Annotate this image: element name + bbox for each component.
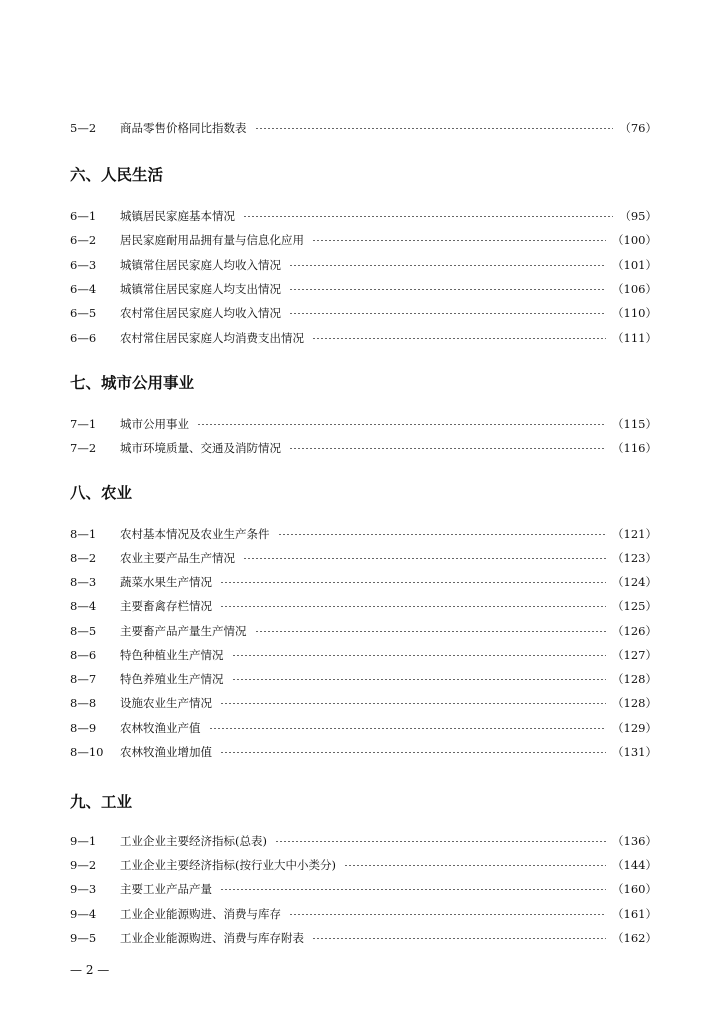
toc-entry[interactable] [70,669,657,689]
entry-title: 农林牧渔业产值 [120,721,201,735]
toc-entry[interactable] [70,206,657,226]
dot-leader [312,240,606,241]
entry-page: （124） [612,575,657,589]
dot-leader [220,889,606,890]
entry-title: 居民家庭耐用品拥有量与信息化应用 [120,233,304,247]
entry-page: （123） [612,551,657,565]
entry-number: 8—10 [70,745,104,759]
entry-title: 工业企业能源购进、消费与库存 [120,907,281,921]
dot-leader [289,448,606,449]
entry-number: 9—4 [70,907,97,921]
toc-entry[interactable] [70,118,657,138]
entry-page: （106） [612,282,657,296]
entry-number: 7—1 [70,417,97,431]
toc-entry[interactable] [70,328,657,348]
toc-entry[interactable] [70,742,657,762]
entry-title: 农林牧渔业增加值 [120,745,212,759]
entry-title: 工业企业主要经济指标(总表) [120,834,267,848]
entry-title: 商品零售价格同比指数表 [120,121,247,135]
entry-page: （144） [612,858,657,872]
toc-entry[interactable] [70,718,657,738]
entry-page: （110） [612,306,657,320]
entry-title: 工业企业主要经济指标(按行业大中小类分) [120,858,336,872]
entry-number: 5—2 [70,121,97,135]
entry-title: 农村常住居民家庭人均收入情况 [120,306,281,320]
entry-title: 城市环境质量、交通及消防情况 [120,441,281,455]
entry-number: 6—4 [70,282,97,296]
toc-entry[interactable] [70,230,657,250]
toc-entry[interactable] [70,596,657,616]
dot-leader [289,313,606,314]
entry-title: 城镇常住居民家庭人均支出情况 [120,282,281,296]
entry-page: （131） [612,745,657,759]
dot-leader [220,606,606,607]
entry-number: 8—1 [70,527,97,541]
entry-page: （125） [612,599,657,613]
dot-leader [220,752,606,753]
entry-page: （129） [612,721,657,735]
toc-entry[interactable] [70,279,657,299]
entry-page: （128） [612,672,657,686]
entry-page: （100） [612,233,657,247]
entry-number: 9—3 [70,882,97,896]
entry-page: （95） [619,209,657,223]
entry-page: （116） [612,441,657,455]
dot-leader [197,424,606,425]
dot-leader [344,865,606,866]
entry-number: 6—1 [70,209,97,223]
entry-number: 7—2 [70,441,97,455]
entry-title: 农业主要产品生产情况 [120,551,235,565]
page-number: — 2 — [70,963,110,977]
entry-page: （160） [612,882,657,896]
entry-title: 蔬菜水果生产情况 [120,575,212,589]
entry-title: 主要工业产品产量 [120,882,212,896]
dot-leader [278,534,607,535]
entry-title: 城镇居民家庭基本情况 [120,209,235,223]
toc-entry[interactable] [70,621,657,641]
entry-number: 9—5 [70,931,97,945]
entry-number: 8—7 [70,672,97,686]
entry-number: 8—3 [70,575,97,589]
dot-leader [289,914,606,915]
dot-leader [255,128,614,129]
entry-title: 主要畜产品产量生产情况 [120,624,247,638]
entry-page: （121） [612,527,657,541]
dot-leader [275,841,606,842]
entry-title: 设施农业生产情况 [120,696,212,710]
entry-number: 8—9 [70,721,97,735]
toc-entry[interactable] [70,255,657,275]
entry-number: 6—6 [70,331,97,345]
toc-entry[interactable] [70,645,657,665]
entry-page: （126） [612,624,657,638]
dot-leader [232,655,607,656]
dot-leader [209,728,607,729]
toc-entry[interactable] [70,524,657,544]
dot-leader [243,558,606,559]
entry-title: 特色种植业生产情况 [120,648,224,662]
dot-leader [289,289,606,290]
entry-title: 城市公用事业 [120,417,189,431]
entry-page: （136） [612,834,657,848]
toc-entry[interactable] [70,855,657,875]
entry-title: 特色养殖业生产情况 [120,672,224,686]
entry-number: 9—2 [70,858,97,872]
toc-entry[interactable] [70,693,657,713]
entry-page: （128） [612,696,657,710]
entry-page: （101） [612,258,657,272]
entry-number: 8—5 [70,624,97,638]
entry-number: 6—5 [70,306,97,320]
dot-leader [232,679,607,680]
entry-page: （76） [619,121,657,135]
entry-page: （115） [612,417,657,431]
entry-title: 主要畜禽存栏情况 [120,599,212,613]
section-heading: 七、城市公用事业 [70,374,195,392]
toc-entry[interactable] [70,303,657,323]
toc-entry[interactable] [70,438,657,458]
entry-page: （127） [612,648,657,662]
entry-title: 工业企业能源购进、消费与库存附表 [120,931,304,945]
entry-number: 6—3 [70,258,97,272]
dot-leader [255,631,607,632]
entry-number: 6—2 [70,233,97,247]
entry-number: 8—8 [70,696,97,710]
dot-leader [312,938,606,939]
entry-title: 城镇常住居民家庭人均收入情况 [120,258,281,272]
entry-page: （162） [612,931,657,945]
entry-title: 农村常住居民家庭人均消费支出情况 [120,331,304,345]
toc-entry[interactable] [70,548,657,568]
toc-entry[interactable] [70,928,657,948]
dot-leader [312,338,606,339]
section-heading: 九、工业 [70,793,133,811]
toc-entry[interactable] [70,831,657,851]
dot-leader [220,582,606,583]
entry-title: 农村基本情况及农业生产条件 [120,527,270,541]
entry-number: 8—2 [70,551,97,565]
dot-leader [289,265,606,266]
toc-entry[interactable] [70,904,657,924]
entry-page: （161） [612,907,657,921]
dot-leader [243,216,613,217]
toc-entry[interactable] [70,572,657,592]
section-heading: 八、农业 [70,484,133,502]
entry-number: 8—4 [70,599,97,613]
entry-number: 9—1 [70,834,97,848]
entry-number: 8—6 [70,648,97,662]
section-heading: 六、人民生活 [70,166,164,184]
dot-leader [220,703,606,704]
entry-page: （111） [612,331,657,345]
toc-entry[interactable] [70,414,657,434]
toc-entry[interactable] [70,879,657,899]
